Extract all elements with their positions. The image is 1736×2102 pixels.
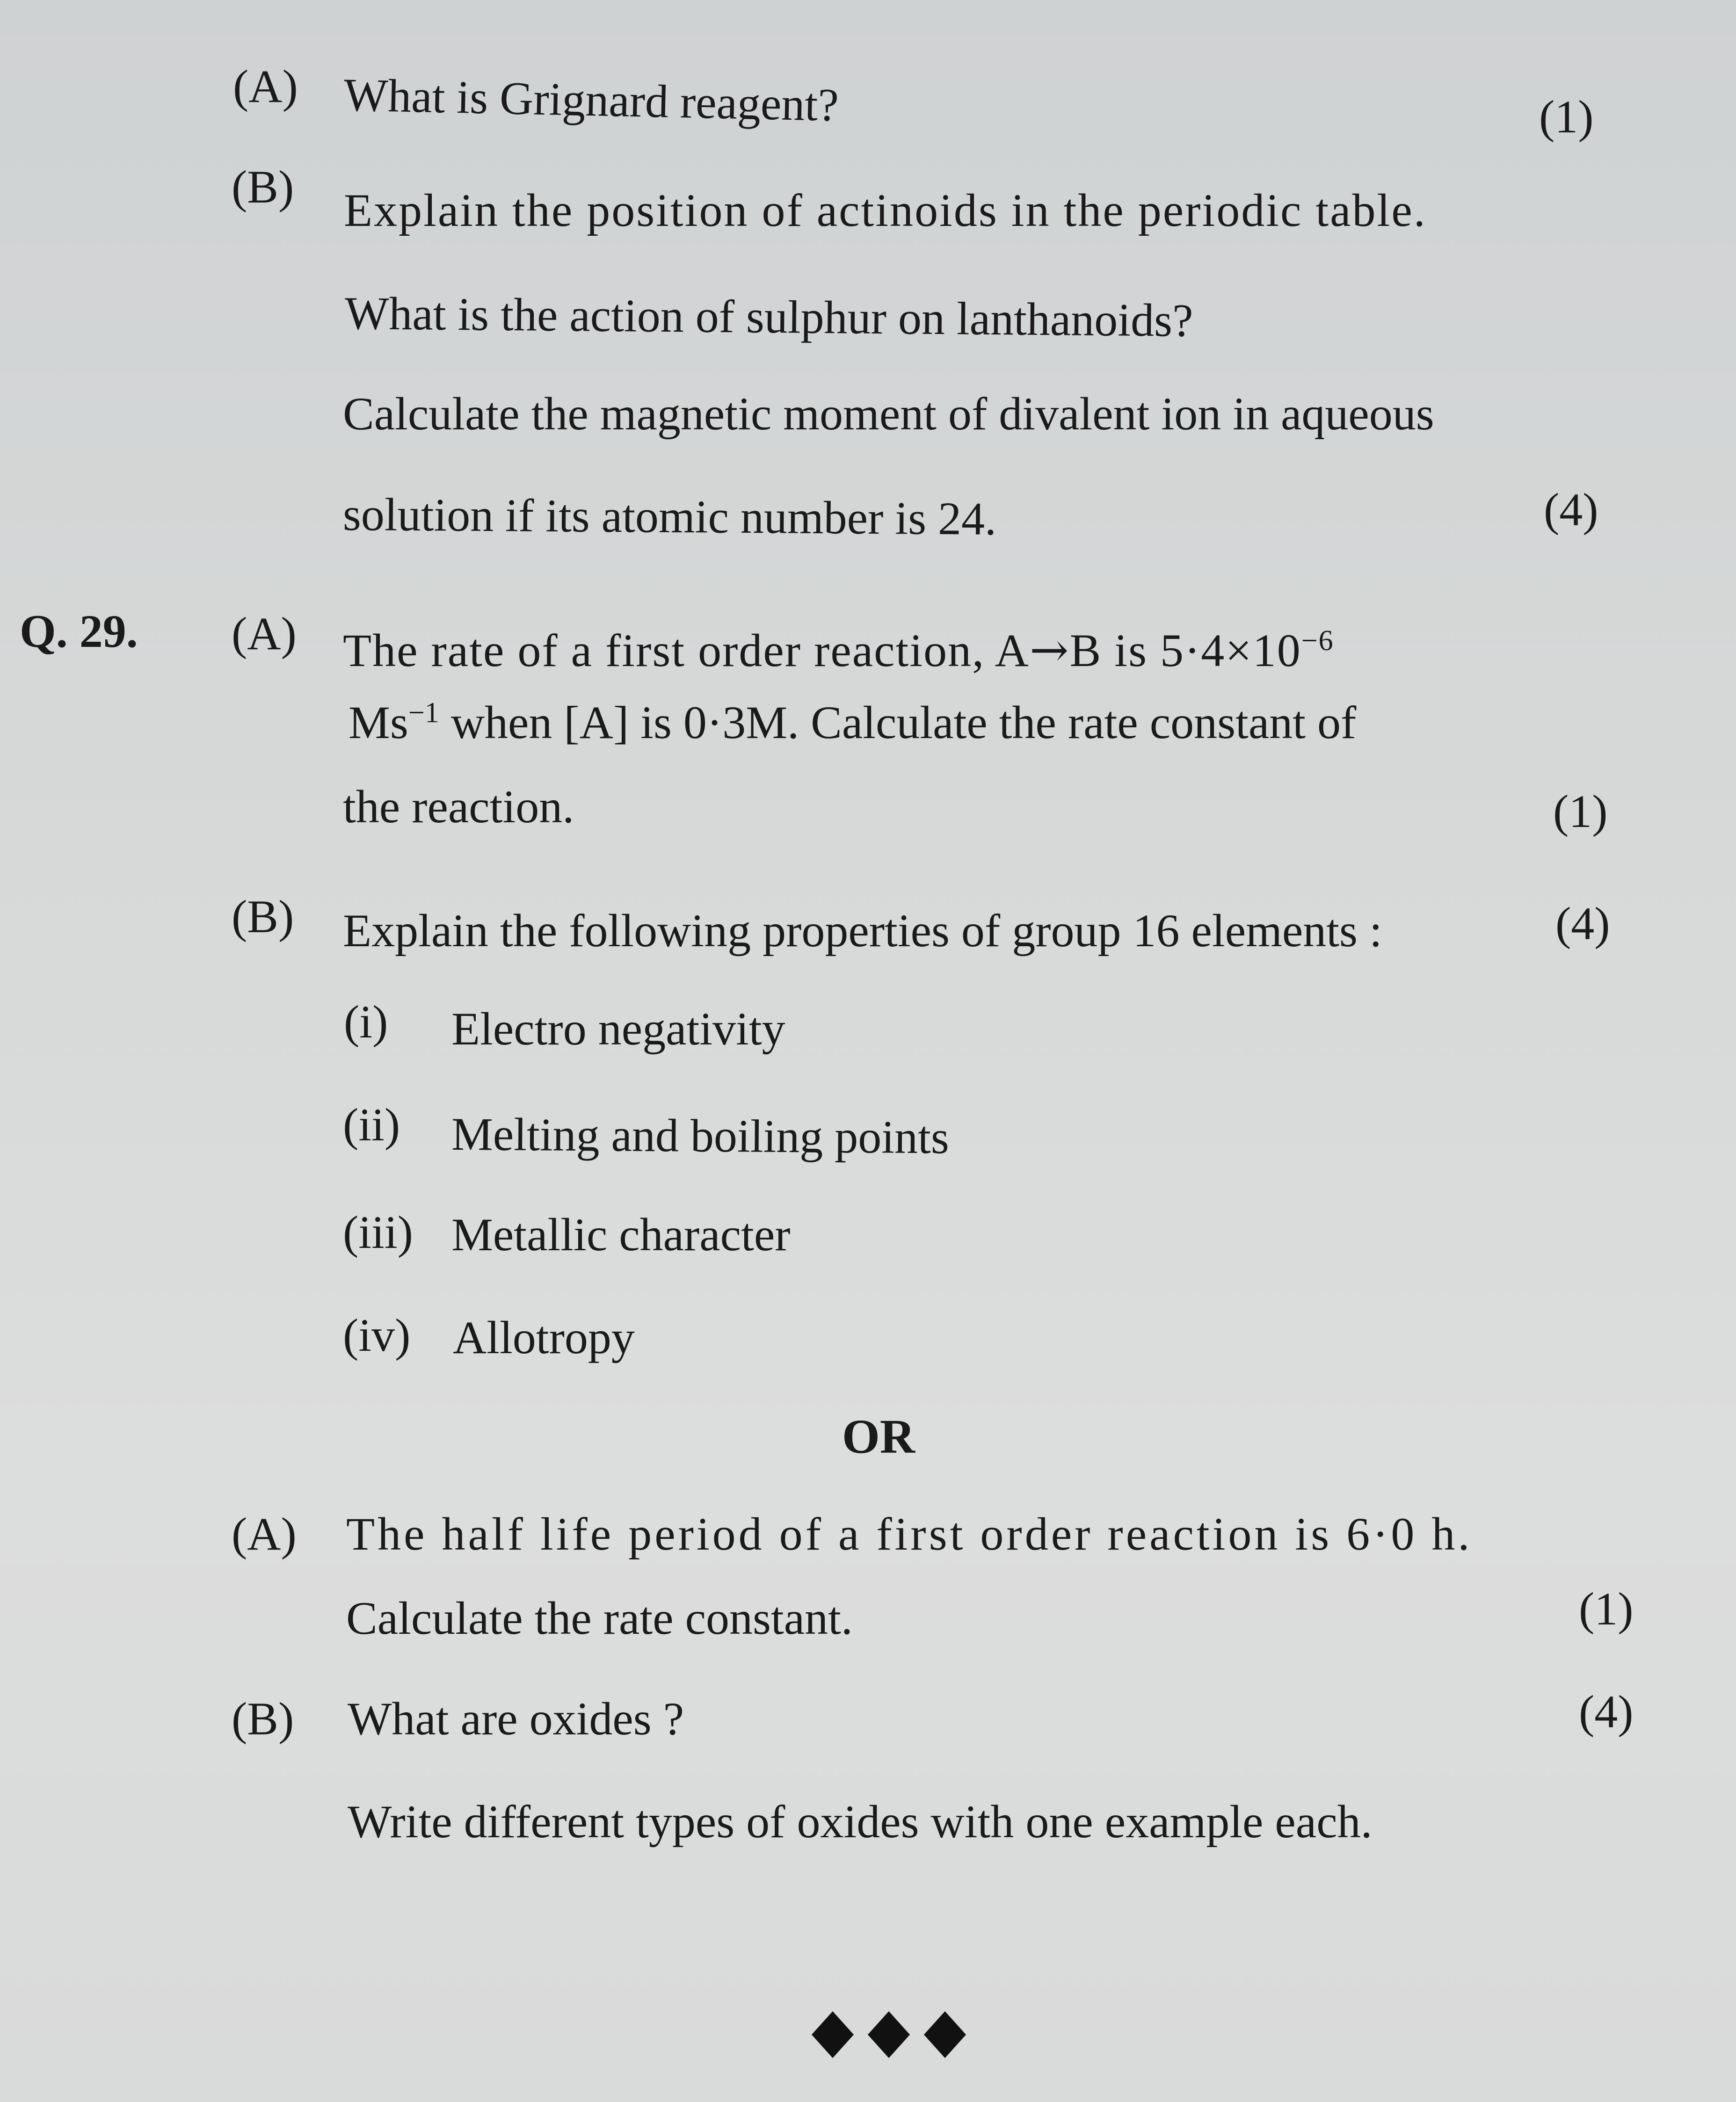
rate-unit-exponent: −1 bbox=[408, 696, 439, 729]
rate-unit: Ms bbox=[349, 696, 408, 748]
q28-part-a-marks: (1) bbox=[1539, 91, 1594, 143]
q29-part-b-intro: Explain the following properties of group 16 elements : bbox=[343, 905, 1382, 957]
q28-part-b-line4: solution if its atomic number is 24. bbox=[342, 488, 997, 545]
alt-part-a-line1: The half life period of a first order reaction is 6·0 h. bbox=[346, 1508, 1473, 1560]
property-item-1-text: Electro negativity bbox=[451, 1003, 785, 1055]
alt-part-b-line2: Write different types of oxides with one example each. bbox=[348, 1796, 1373, 1848]
q28-part-b-line2: What is the action of sulphur on lanthanoids? bbox=[344, 287, 1193, 347]
q28-part-b-marks: (4) bbox=[1544, 484, 1598, 536]
property-item-4-text: Allotropy bbox=[453, 1312, 635, 1363]
alt-part-a-label: (A) bbox=[232, 1508, 297, 1560]
three-diamonds-icon bbox=[805, 2007, 973, 2063]
q29-part-a-line3: the reaction. bbox=[343, 781, 574, 833]
reaction-arrow: → bbox=[1029, 623, 1070, 677]
alt-part-b-marks: (4) bbox=[1579, 1686, 1634, 1738]
q29-part-a-line1-pre: The rate of a first order reaction, A bbox=[343, 624, 1030, 676]
property-item-3-text: Metallic character bbox=[451, 1209, 791, 1261]
diamond-3-icon bbox=[924, 2011, 966, 2058]
q29-part-a-line2 bbox=[349, 697, 1356, 748]
alt-part-a-line2: Calculate the rate constant. bbox=[346, 1592, 853, 1644]
q29-part-a-marks: (1) bbox=[1553, 785, 1608, 837]
alt-part-b-label: (B) bbox=[232, 1693, 294, 1745]
property-item-1-num: (i) bbox=[344, 996, 388, 1048]
q29-part-a-exponent: −6 bbox=[1301, 624, 1334, 657]
q29-number: Q. 29. bbox=[20, 605, 138, 657]
q28-part-b-line1: Explain the position of actinoids in the periodic table. bbox=[344, 184, 1427, 236]
q29-part-a-line1 bbox=[343, 624, 1334, 676]
q29-part-b-marks: (4) bbox=[1555, 898, 1610, 950]
alt-part-a-marks: (1) bbox=[1579, 1583, 1634, 1635]
q28-part-b-line3: Calculate the magnetic moment of divalent ion in aqueous bbox=[343, 388, 1434, 440]
q28-part-a-label: (A) bbox=[233, 60, 298, 112]
property-item-4-num: (iv) bbox=[343, 1309, 411, 1361]
diamond-2-icon bbox=[868, 2011, 910, 2058]
alt-part-b-line1: What are oxides ? bbox=[348, 1693, 684, 1745]
q28-part-b-label: (B) bbox=[232, 161, 294, 213]
q29-part-b-label: (B) bbox=[232, 891, 294, 942]
q29-part-a-line2-rest: when [A] is 0·3M. Calculate the rate constant of bbox=[439, 696, 1357, 748]
q29-part-a-label: (A) bbox=[232, 608, 297, 660]
diamond-1-icon bbox=[812, 2011, 854, 2058]
property-item-2-num: (ii) bbox=[343, 1099, 400, 1151]
q28-part-a-question: What is Grignard reagent? bbox=[343, 69, 839, 131]
property-item-2-text: Melting and boiling points bbox=[451, 1108, 950, 1164]
property-item-3-num: (iii) bbox=[343, 1206, 413, 1258]
or-separator: OR bbox=[842, 1410, 915, 1464]
q29-part-a-line1-mid: B is 5·4×10 bbox=[1069, 624, 1301, 676]
